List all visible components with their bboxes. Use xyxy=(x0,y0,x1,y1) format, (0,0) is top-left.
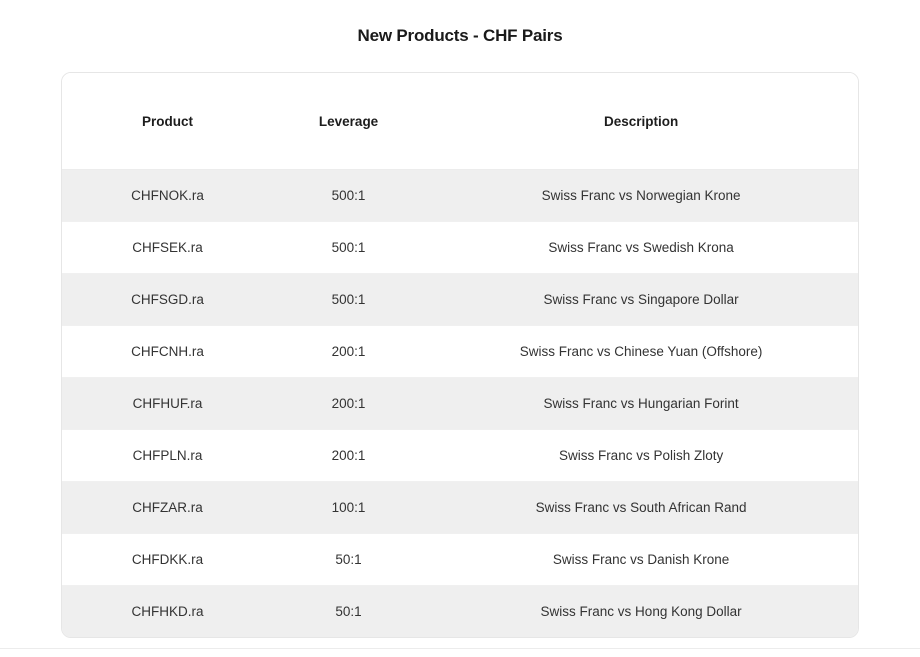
column-header-description: Description xyxy=(424,73,858,170)
table-row xyxy=(62,222,858,274)
cell-product: CHFHUF.ra xyxy=(62,378,273,430)
cell-description: Swiss Franc vs Hungarian Forint xyxy=(424,378,858,430)
cell-description: Swiss Franc vs Chinese Yuan (Offshore) xyxy=(424,326,858,378)
table-header-row xyxy=(62,73,858,170)
table-row xyxy=(62,274,858,326)
page-title: New Products - CHF Pairs xyxy=(357,26,563,45)
table-row xyxy=(62,586,858,638)
table-row xyxy=(62,482,858,534)
cell-leverage: 50:1 xyxy=(273,534,424,586)
cell-leverage: 200:1 xyxy=(273,326,424,378)
table-row xyxy=(62,170,858,222)
cell-description: Swiss Franc vs Norwegian Krone xyxy=(424,170,858,222)
cell-leverage: 500:1 xyxy=(273,222,424,274)
cell-leverage: 500:1 xyxy=(273,274,424,326)
table-row xyxy=(62,534,858,586)
cell-product: CHFCNH.ra xyxy=(62,326,273,378)
products-table xyxy=(62,73,858,637)
cell-description: Swiss Franc vs South African Rand xyxy=(424,482,858,534)
cell-product: CHFHKD.ra xyxy=(62,586,273,638)
cell-description: Swiss Franc vs Danish Krone xyxy=(424,534,858,586)
column-header-product: Product xyxy=(62,73,273,170)
cell-product: CHFZAR.ra xyxy=(62,482,273,534)
cell-leverage: 50:1 xyxy=(273,586,424,638)
products-table-card xyxy=(61,72,859,638)
page-bottom-divider xyxy=(0,648,920,649)
cell-description: Swiss Franc vs Polish Zloty xyxy=(424,430,858,482)
column-header-leverage: Leverage xyxy=(273,73,424,170)
table-row xyxy=(62,430,858,482)
cell-product: CHFPLN.ra xyxy=(62,430,273,482)
table-header xyxy=(62,73,858,170)
cell-product: CHFDKK.ra xyxy=(62,534,273,586)
cell-product: CHFSGD.ra xyxy=(62,274,273,326)
cell-product: CHFSEK.ra xyxy=(62,222,273,274)
cell-description: Swiss Franc vs Hong Kong Dollar xyxy=(424,586,858,638)
cell-leverage: 100:1 xyxy=(273,482,424,534)
table-row xyxy=(62,378,858,430)
cell-description: Swiss Franc vs Singapore Dollar xyxy=(424,274,858,326)
cell-leverage: 200:1 xyxy=(273,378,424,430)
table-row xyxy=(62,326,858,378)
cell-leverage: 200:1 xyxy=(273,430,424,482)
table-body xyxy=(62,170,858,638)
cell-product: CHFNOK.ra xyxy=(62,170,273,222)
cell-leverage: 500:1 xyxy=(273,170,424,222)
cell-description: Swiss Franc vs Swedish Krona xyxy=(424,222,858,274)
